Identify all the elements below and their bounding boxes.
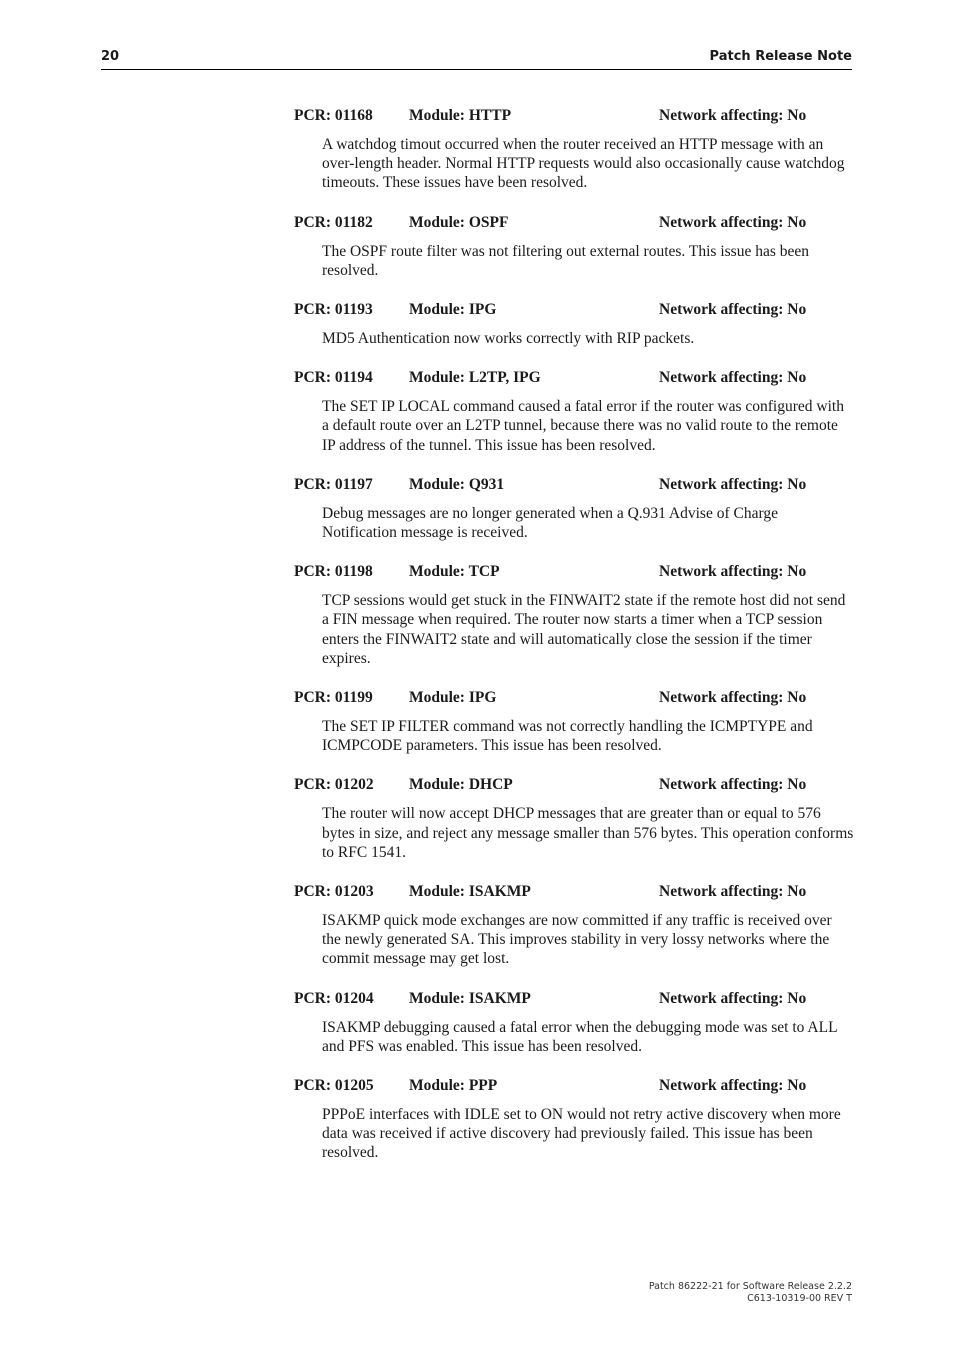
footer-patch-line: Patch 86222-21 for Software Release 2.2.2 xyxy=(648,1281,852,1292)
pcr-module: Module: IPG xyxy=(409,689,497,707)
page-number: 20 xyxy=(101,49,120,64)
pcr-number: PCR: 01197 xyxy=(294,475,373,493)
pcr-number: PCR: 01198 xyxy=(294,563,373,581)
pcr-network-affecting: Network affecting: No xyxy=(659,689,807,707)
pcr-description: MD5 Authentication now works correctly with RIP packets. xyxy=(322,330,695,348)
pcr-entry xyxy=(294,300,854,348)
pcr-number: PCR: 01203 xyxy=(294,883,374,901)
pcr-module: Module: HTTP xyxy=(409,107,512,124)
pcr-module: Module: Q931 xyxy=(409,475,505,493)
pcr-entry xyxy=(294,213,854,280)
pcr-description: The SET IP LOCAL command caused a fatal error if the router was configured with a default route over an L2TP tunnel, because there was no valid route to the remote IP address of the tunnel. This issue has been resolved. xyxy=(322,398,844,454)
pcr-module: Module: L2TP, IPG xyxy=(409,369,541,387)
pcr-entry-heading xyxy=(294,106,854,126)
pcr-description: A watchdog timout occurred when the router received an HTTP message with an over-length header. Normal HTTP requests would also occasionally cause watchdog timeouts. These issues have been resolved. xyxy=(322,136,845,192)
pcr-network-affecting: Network affecting: No xyxy=(659,301,807,319)
pcr-number: PCR: 01205 xyxy=(294,1077,374,1095)
pcr-network-affecting: Network affecting: No xyxy=(659,563,807,581)
pcr-description: Debug messages are no longer generated when a Q.931 Advise of Charge Notification message is received. xyxy=(322,504,778,542)
pcr-entry xyxy=(294,775,854,862)
pcr-description: ISAKMP debugging caused a fatal error when the debugging mode was set to ALL and PFS was enabled. This issue has been resolved. xyxy=(322,1018,837,1055)
pcr-entry-heading xyxy=(294,213,854,233)
pcr-number: PCR: 01202 xyxy=(294,776,374,794)
release-notes-list xyxy=(294,106,854,1183)
pcr-number: PCR: 01194 xyxy=(294,369,373,387)
pcr-description: The SET IP FILTER command was not correctly handling the ICMPTYPE and ICMPCODE parameters. This issue has been resolved. xyxy=(322,718,813,755)
pcr-module: Module: PPP xyxy=(409,1077,498,1095)
pcr-entry-heading xyxy=(294,688,854,708)
pcr-network-affecting: Network affecting: No xyxy=(659,475,807,493)
pcr-description: ISAKMP quick mode exchanges are now committed if any traffic is received over the newly generated SA. This improves stability in very lossy networks where the commit message may get lost. xyxy=(322,912,832,968)
pcr-entry xyxy=(294,368,854,455)
pcr-entry xyxy=(294,475,854,542)
pcr-number: PCR: 01199 xyxy=(294,689,373,707)
pcr-entry xyxy=(294,989,854,1056)
pcr-number: PCR: 01204 xyxy=(294,989,374,1007)
pcr-network-affecting: Network affecting: No xyxy=(659,883,807,901)
pcr-network-affecting: Network affecting: No xyxy=(659,369,807,387)
pcr-description: TCP sessions would get stuck in the FINWAIT2 state if the remote host did not send a FIN message when required. The router now starts a timer when a TCP session enters the FINWAIT2 state and will automatically close the session if the timer expires. xyxy=(322,592,846,667)
pcr-entry-heading xyxy=(294,775,854,795)
pcr-entry xyxy=(294,1076,854,1163)
pcr-module: Module: ISAKMP xyxy=(409,989,531,1007)
pcr-entry-heading xyxy=(294,1076,854,1096)
page-header xyxy=(101,47,852,70)
pcr-entry xyxy=(294,562,854,668)
pcr-network-affecting: Network affecting: No xyxy=(659,776,807,794)
document-title: Patch Release Note xyxy=(709,49,852,64)
pcr-module: Module: DHCP xyxy=(409,776,513,794)
pcr-entry-heading xyxy=(294,475,854,495)
footer-doc-code: C613-10319-00 REV T xyxy=(747,1293,852,1304)
pcr-network-affecting: Network affecting: No xyxy=(659,213,807,231)
page-footer xyxy=(649,1281,852,1305)
pcr-entry-heading xyxy=(294,562,854,582)
pcr-description: The router will now accept DHCP messages that are greater than or equal to 576 bytes in size, and reject any message smaller than 576 bytes. This operation conforms to RFC 1541. xyxy=(322,805,854,861)
pcr-number: PCR: 01182 xyxy=(294,213,373,231)
pcr-module: Module: ISAKMP xyxy=(409,883,531,901)
pcr-entry-heading xyxy=(294,300,854,320)
pcr-entry xyxy=(294,106,854,193)
pcr-description: The OSPF route filter was not filtering out external routes. This issue has been resolved. xyxy=(322,242,810,279)
pcr-network-affecting: Network affecting: No xyxy=(659,107,807,124)
pcr-module: Module: IPG xyxy=(409,301,497,319)
pcr-description: PPPoE interfaces with IDLE set to ON would not retry active discovery when more data was received if active discovery had previously failed. This issue has been resolved. xyxy=(322,1106,841,1162)
pcr-module: Module: OSPF xyxy=(409,213,509,231)
pcr-entry xyxy=(294,688,854,755)
pcr-module: Module: TCP xyxy=(409,563,500,581)
pcr-number: PCR: 01168 xyxy=(294,107,373,124)
pcr-entry xyxy=(294,882,854,969)
pcr-network-affecting: Network affecting: No xyxy=(659,989,807,1007)
pcr-network-affecting: Network affecting: No xyxy=(659,1077,807,1095)
pcr-number: PCR: 01193 xyxy=(294,301,373,319)
pcr-entry-heading xyxy=(294,882,854,902)
pcr-entry-heading xyxy=(294,989,854,1009)
pcr-entry-heading xyxy=(294,368,854,388)
